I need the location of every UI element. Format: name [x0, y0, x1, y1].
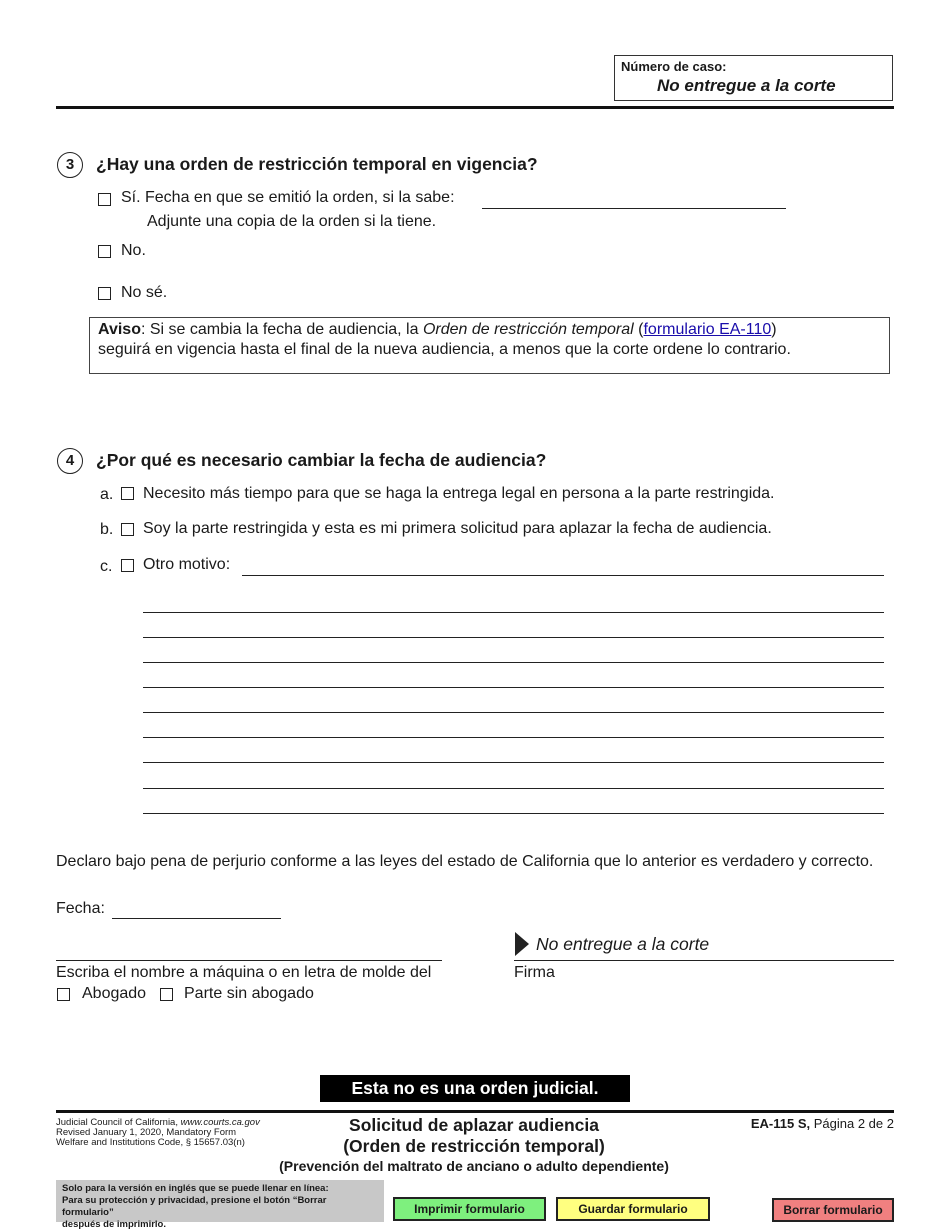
form-id: EA-115 S, [750, 1116, 811, 1131]
question-3-title: ¿Hay una orden de restricción temporal en vigencia? [96, 154, 538, 174]
q3-yes-note: Adjunte una copia de la orden si la tiene. [147, 213, 437, 230]
perjury-statement: Declaro bajo pena de perjurio conforme a las leyes del estado de California que lo anterior es verdadero y correcto. [56, 853, 874, 870]
signature-arrow-icon [515, 932, 529, 956]
question-4-number: 4 [57, 448, 83, 474]
case-number-label: Número de caso: [621, 59, 727, 74]
party-without-attorney-checkbox[interactable] [160, 988, 173, 1001]
party-without-attorney-label: Parte sin abogado [184, 985, 314, 1002]
question-3-number: 3 [57, 152, 83, 178]
signature-value[interactable]: No entregue a la corte [536, 934, 710, 954]
header-rule [56, 106, 894, 109]
case-number-box [614, 55, 893, 101]
q4-b-label: Soy la parte restringida y esta es mi primera solicitud para aplazar la fecha de audiencia. [143, 520, 772, 537]
form-title: Solicitud de aplazar audiencia [349, 1115, 599, 1135]
footer-rule [56, 1110, 894, 1113]
signature-field[interactable] [514, 960, 894, 961]
notice-box [89, 317, 890, 374]
reason-line[interactable] [143, 813, 884, 814]
note-line-1: Solo para la versión en inglés que se puede llenar en línea: [62, 1183, 329, 1194]
reason-line[interactable] [143, 612, 884, 613]
notice-bold: Aviso [98, 321, 141, 338]
notice-paren-open: ( [633, 321, 644, 338]
code-line: Welfare and Institutions Code, § 15657.03(n) [56, 1137, 245, 1148]
q4-b-checkbox[interactable] [121, 523, 134, 536]
signature-label: Firma [514, 964, 555, 981]
q3-date-issued-field[interactable] [482, 208, 786, 209]
q3-dontknow-checkbox[interactable] [98, 287, 111, 300]
attorney-checkbox[interactable] [57, 988, 70, 1001]
case-number-value[interactable]: No entregue a la corte [657, 76, 836, 95]
council-name: Judicial Council of California, [56, 1117, 181, 1128]
q3-yes-label: Sí. Fecha en que se emitió la orden, si la sabe: [121, 189, 455, 206]
reason-line[interactable] [143, 762, 884, 763]
q4-b-letter: b. [100, 521, 114, 538]
q3-dontknow-label: No sé. [121, 284, 168, 301]
council-url: www.courts.ca.gov [180, 1117, 260, 1128]
q3-no-checkbox[interactable] [98, 245, 111, 258]
reason-line[interactable] [143, 637, 884, 638]
question-4-title: ¿Por qué es necesario cambiar la fecha de audiencia? [96, 450, 547, 470]
q4-c-letter: c. [100, 558, 113, 575]
reason-line[interactable] [143, 712, 884, 713]
print-form-button[interactable]: Imprimir formulario [393, 1197, 546, 1221]
form-subtitle-2: (Prevención del maltrato de anciano o adulto dependiente) [279, 1158, 669, 1174]
notice-paren-close: ) [771, 321, 777, 338]
printed-name-label: Escriba el nombre a máquina o en letra de molde del [56, 964, 432, 981]
note-line-2: Para su protección y privacidad, presione el botón “Borrar formulario” [62, 1195, 327, 1218]
notice-line-1 [98, 321, 777, 339]
online-version-note [56, 1180, 384, 1230]
date-field[interactable] [112, 918, 281, 919]
save-form-button[interactable]: Guardar formulario [556, 1197, 710, 1221]
q4-a-letter: a. [100, 486, 114, 503]
reason-line[interactable] [143, 737, 884, 738]
form-page-indicator [680, 1116, 894, 1131]
note-line-3: después de imprimirlo. [62, 1219, 166, 1230]
notice-line-2: seguirá en vigencia hasta el final de la nueva audiencia, a menos que la corte ordene lo contrario. [98, 341, 791, 358]
form-ea110-link[interactable]: formulario EA-110 [643, 321, 772, 338]
q4-c-checkbox[interactable] [121, 559, 134, 572]
clear-form-button[interactable]: Borrar formulario [772, 1198, 894, 1222]
date-label: Fecha: [56, 900, 105, 917]
q4-a-checkbox[interactable] [121, 487, 134, 500]
printed-name-field[interactable] [56, 960, 442, 961]
q3-no-label: No. [121, 242, 146, 259]
q4-c-label: Otro motivo: [143, 556, 231, 573]
reason-line[interactable] [143, 662, 884, 663]
q4-a-label: Necesito más tiempo para que se haga la entrega legal en persona a la parte restringida. [143, 485, 775, 502]
form-subtitle: (Orden de restricción temporal) [343, 1136, 605, 1156]
reason-line[interactable] [143, 788, 884, 789]
notice-text: : Si se cambia la fecha de audiencia, la [140, 321, 423, 338]
reason-line[interactable] [143, 687, 884, 688]
not-court-order-banner: Esta no es una orden judicial. [320, 1075, 630, 1102]
attorney-label: Abogado [82, 985, 147, 1002]
revised-line: Revised January 1, 2020, Mandatory Form [56, 1127, 237, 1138]
q4-other-reason-field[interactable] [242, 575, 884, 576]
q3-yes-checkbox[interactable] [98, 193, 111, 206]
page-number: Página 2 de 2 [810, 1116, 894, 1131]
notice-italic: Orden de restricción temporal [422, 321, 634, 338]
